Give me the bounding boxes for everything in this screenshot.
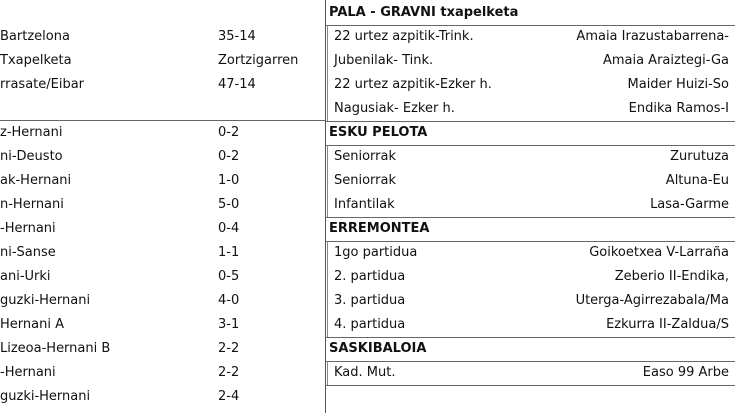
match-result: 1-1: [218, 245, 240, 260]
result-row: [0, 169, 325, 193]
match-result: 3-1: [218, 317, 240, 332]
result-row: [0, 25, 325, 49]
result-row: [0, 49, 325, 73]
match-name: guzki-Hernani: [0, 293, 91, 308]
category-label: 3. partidua: [334, 293, 406, 308]
result-row: [0, 289, 325, 313]
match-name: -Hernani: [0, 221, 56, 236]
result-row: [326, 145, 735, 169]
match-name: Bartzelona: [0, 29, 70, 44]
match-result: 1-0: [218, 173, 240, 188]
players-label: Goikoetxea V-Larraña: [589, 245, 729, 260]
players-label: Zurutuza: [670, 149, 729, 164]
players-label: Uterga-Agirrezabala/Ma: [575, 293, 729, 308]
result-row: [326, 73, 735, 97]
players-label: Altuna-Eu: [665, 173, 729, 188]
section-heading: ESKU PELOTA: [329, 125, 428, 140]
category-label: Jubenilak- Tink.: [334, 53, 434, 68]
match-result: 5-0: [218, 197, 240, 212]
match-name: rrasate/Eibar: [0, 77, 85, 92]
match-name: n-Hernani: [0, 197, 64, 212]
match-result: 47-14: [218, 77, 256, 92]
match-name: ni-Deusto: [0, 149, 63, 164]
section-divider: [0, 120, 325, 121]
players-label: Maider Huizi-So: [627, 77, 729, 92]
result-row: [326, 97, 735, 121]
match-result: 0-2: [218, 125, 240, 140]
result-row: [0, 385, 325, 409]
result-row: [326, 289, 735, 313]
match-name: ani-Urki: [0, 269, 51, 284]
category-label: Nagusiak- Ezker h.: [334, 101, 455, 116]
result-row: [326, 193, 735, 217]
match-result: 2-2: [218, 365, 240, 380]
result-row: [0, 73, 325, 97]
category-label: 22 urtez azpitik-Ezker h.: [334, 77, 492, 92]
match-result: 0-2: [218, 149, 240, 164]
players-label: Amaia Araiztegi-Ga: [602, 53, 729, 68]
section-border: [326, 385, 735, 386]
match-name: -Hernani: [0, 365, 56, 380]
result-row: [0, 217, 325, 241]
section-heading: PALA - GRAVNI txapelketa: [329, 5, 519, 20]
match-name: z-Hernani: [0, 125, 63, 140]
result-row: [326, 169, 735, 193]
match-name: guzki-Hernani: [0, 389, 91, 404]
players-label: Lasa-Garme: [650, 197, 729, 212]
match-name: ni-Sanse: [0, 245, 56, 260]
result-row: [326, 25, 735, 49]
match-result: 2-4: [218, 389, 240, 404]
match-result: 2-2: [218, 341, 240, 356]
right-results-panel: [326, 0, 735, 413]
match-result: 4-0: [218, 293, 240, 308]
players-label: Amaia Irazustabarrena-: [576, 29, 729, 44]
result-row: [0, 265, 325, 289]
match-result: 35-14: [218, 29, 256, 44]
match-name: Hernani A: [0, 317, 64, 332]
result-row: [0, 361, 325, 385]
category-label: Seniorrak: [334, 173, 397, 188]
result-row: [0, 145, 325, 169]
category-label: Infantilak: [334, 197, 395, 212]
players-label: Easo 99 Arbe: [642, 365, 729, 380]
result-row: [326, 241, 735, 265]
result-row: [0, 193, 325, 217]
result-row: [0, 337, 325, 361]
section-heading: ERREMONTEA: [329, 221, 430, 236]
match-name: Txapelketa: [0, 53, 72, 68]
result-row: [0, 121, 325, 145]
result-row: [0, 313, 325, 337]
players-label: Ezkurra II-Zaldua/S: [606, 317, 729, 332]
match-result: Zortzigarren: [218, 53, 299, 68]
result-row: [326, 361, 735, 385]
players-label: Zeberio II-Endika,: [614, 269, 729, 284]
match-result: 0-4: [218, 221, 240, 236]
category-label: 2. partidua: [334, 269, 406, 284]
match-name: Lizeoa-Hernani B: [0, 341, 111, 356]
category-label: Seniorrak: [334, 149, 397, 164]
result-row: [326, 49, 735, 73]
category-label: 1go partidua: [334, 245, 418, 260]
category-label: 4. partidua: [334, 317, 406, 332]
result-row: [326, 265, 735, 289]
left-results-panel: [0, 0, 326, 413]
match-result: 0-5: [218, 269, 240, 284]
category-label: Kad. Mut.: [334, 365, 396, 380]
result-row: [326, 313, 735, 337]
players-label: Endika Ramos-I: [628, 101, 729, 116]
category-label: 22 urtez azpitik-Trink.: [334, 29, 474, 44]
section-heading: SASKIBALOIA: [329, 341, 427, 356]
result-row: [0, 241, 325, 265]
match-name: ak-Hernani: [0, 173, 72, 188]
